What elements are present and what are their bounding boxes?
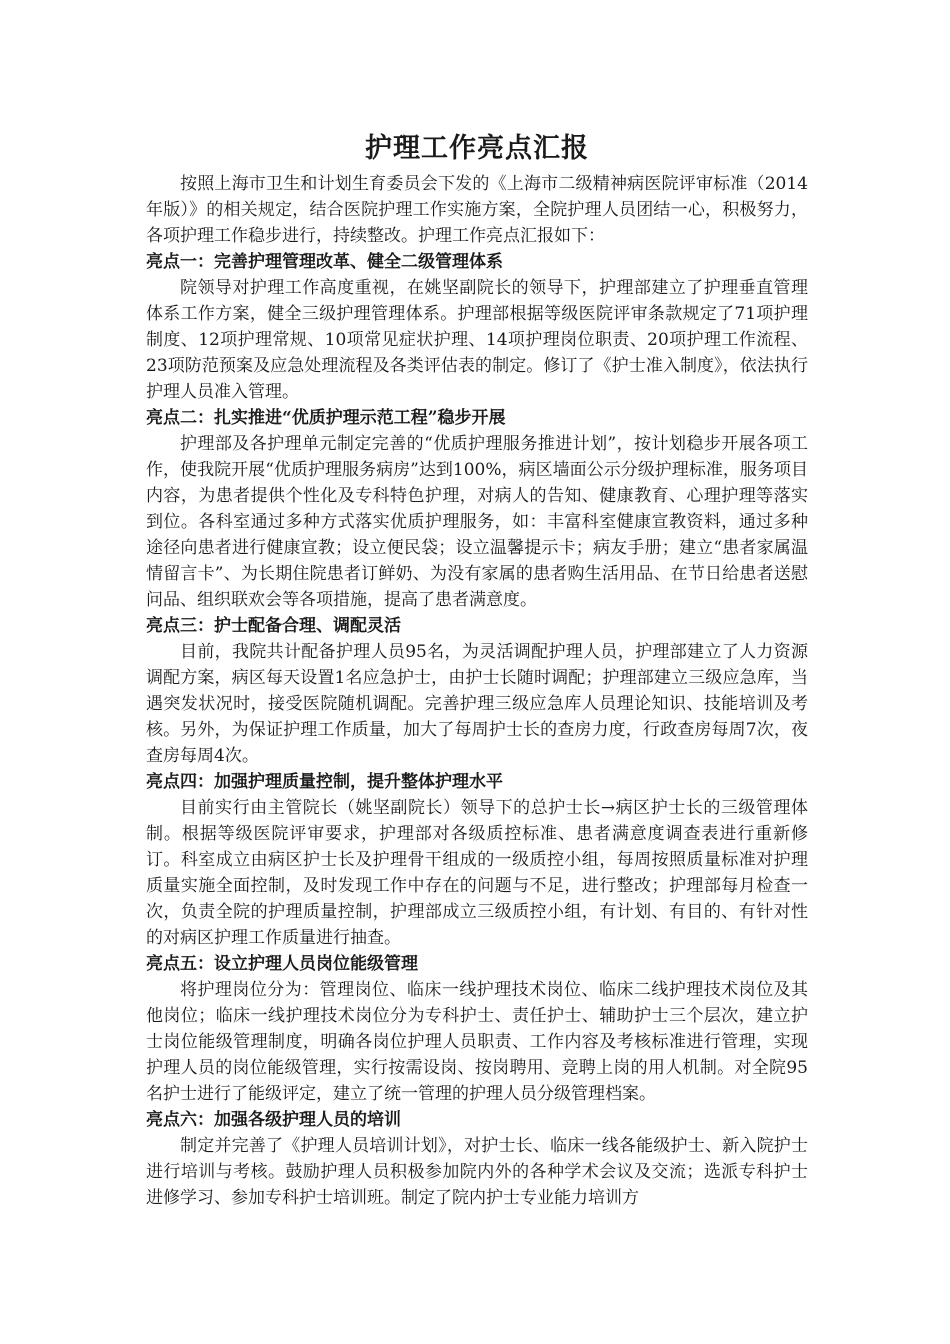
section-body: 院领导对护理工作高度重视，在姚坚副院长的领导下，护理部建立了护理垂直管理体系工作方案，健全三级护理管理体系。护理部根据等级医院评审条款规定了71项护理制度、12项护理常规、10项常见症状护理、14项护理岗位职责、20项护理工作流程、23项防范预案及应急处理流程及各类评估表的制定。修订了《护士准入制度》，依法执行护理人员准入管理。 (146, 278, 808, 402)
section-2 (146, 405, 808, 613)
intro-paragraph: 按照上海市卫生和计划生育委员会下发的《上海市二级精神病医院评审标准（2014年版）》的相关规定，结合医院护理工作实施方案，全院护理人员团结一心，积极努力，各项护理工作稳步进行，持续整改。护理工作亮点汇报如下： (146, 174, 808, 246)
section-6 (146, 1107, 808, 1211)
section-1 (146, 249, 808, 405)
section-heading: 亮点三：护士配备合理、调配灵活 (146, 616, 401, 636)
section-heading: 亮点一：完善护理管理改革、健全二级管理体系 (146, 252, 503, 272)
section-body: 护理部及各护理单元制定完善的“优质护理服务推进计划”，按计划稳步开展各项工作，使我院开展“优质护理服务病房”达到100%，病区墙面公示分级护理标准，服务项目内容，为患者提供个性化及专科特色护理，对病人的告知、健康教育、心理护理等落实到位。各科室通过多种方式落实优质护理服务，如：丰富科室健康宣教资料，通过多种途径向患者进行健康宣教；设立便民袋；设立温馨提示卡；病友手册；建立“患者家属温情留言卡”、为长期住院患者订鲜奶、为没有家属的患者购生活用品、在节日给患者送慰问品、组织联欢会等各项措施，提高了患者满意度。 (146, 434, 808, 610)
document-title: 护理工作亮点汇报 (365, 133, 589, 164)
section-3 (146, 613, 808, 769)
section-body: 将护理岗位分为：管理岗位、临床一线护理技术岗位、临床二线护理技术岗位及其他岗位；临床一线护理技术岗位分为专科护士、责任护士、辅助护士三个层次，建立护士岗位能级管理制度，明确各岗位护理人员职责、工作内容及考核标准进行管理，实现护理人员的岗位能级管理，实行按需设岗、按岗聘用、竞聘上岗的用人机制。对全院95名护士进行了能级评定，建立了统一管理的护理人员分级管理档案。 (146, 980, 808, 1104)
section-heading: 亮点二：扎实推进“优质护理示范工程”稳步开展 (146, 408, 506, 428)
document-page (146, 131, 808, 1211)
section-5 (146, 951, 808, 1107)
section-heading: 亮点四：加强护理质量控制，提升整体护理水平 (146, 772, 503, 792)
section-4 (146, 769, 808, 951)
section-heading: 亮点六：加强各级护理人员的培训 (146, 1110, 401, 1130)
section-body: 制定并完善了《护理人员培训计划》，对护士长、临床一线各能级护士、新入院护士进行培训与考核。鼓励护理人员积极参加院内外的各种学术会议及交流；选派专科护士进修学习、参加专科护士培训班。制定了院内护士专业能力培训方 (146, 1136, 808, 1208)
section-heading: 亮点五：设立护理人员岗位能级管理 (146, 954, 418, 974)
section-body: 目前，我院共计配备护理人员95名，为灵活调配护理人员，护理部建立了人力资源调配方案，病区每天设置1名应急护士，由护士长随时调配；护理部建立三级应急库，当遇突发状况时，接受医院随机调配。完善护理三级应急库人员理论知识、技能培训及考核。另外，为保证护理工作质量，加大了每周护士长的查房力度，行政查房每周7次，夜查房每周4次。 (146, 642, 808, 766)
section-body: 目前实行由主管院长（姚坚副院长）领导下的总护士长→病区护士长的三级管理体制。根据等级医院评审要求，护理部对各级质控标准、患者满意度调查表进行重新修订。科室成立由病区护士长及护理骨干组成的一级质控小组，每周按照质量标准对护理质量实施全面控制，及时发现工作中存在的问题与不足，进行整改；护理部每月检查一次，负责全院的护理质量控制，护理部成立三级质控小组，有计划、有目的、有针对性的对病区护理工作质量进行抽查。 (146, 798, 808, 948)
